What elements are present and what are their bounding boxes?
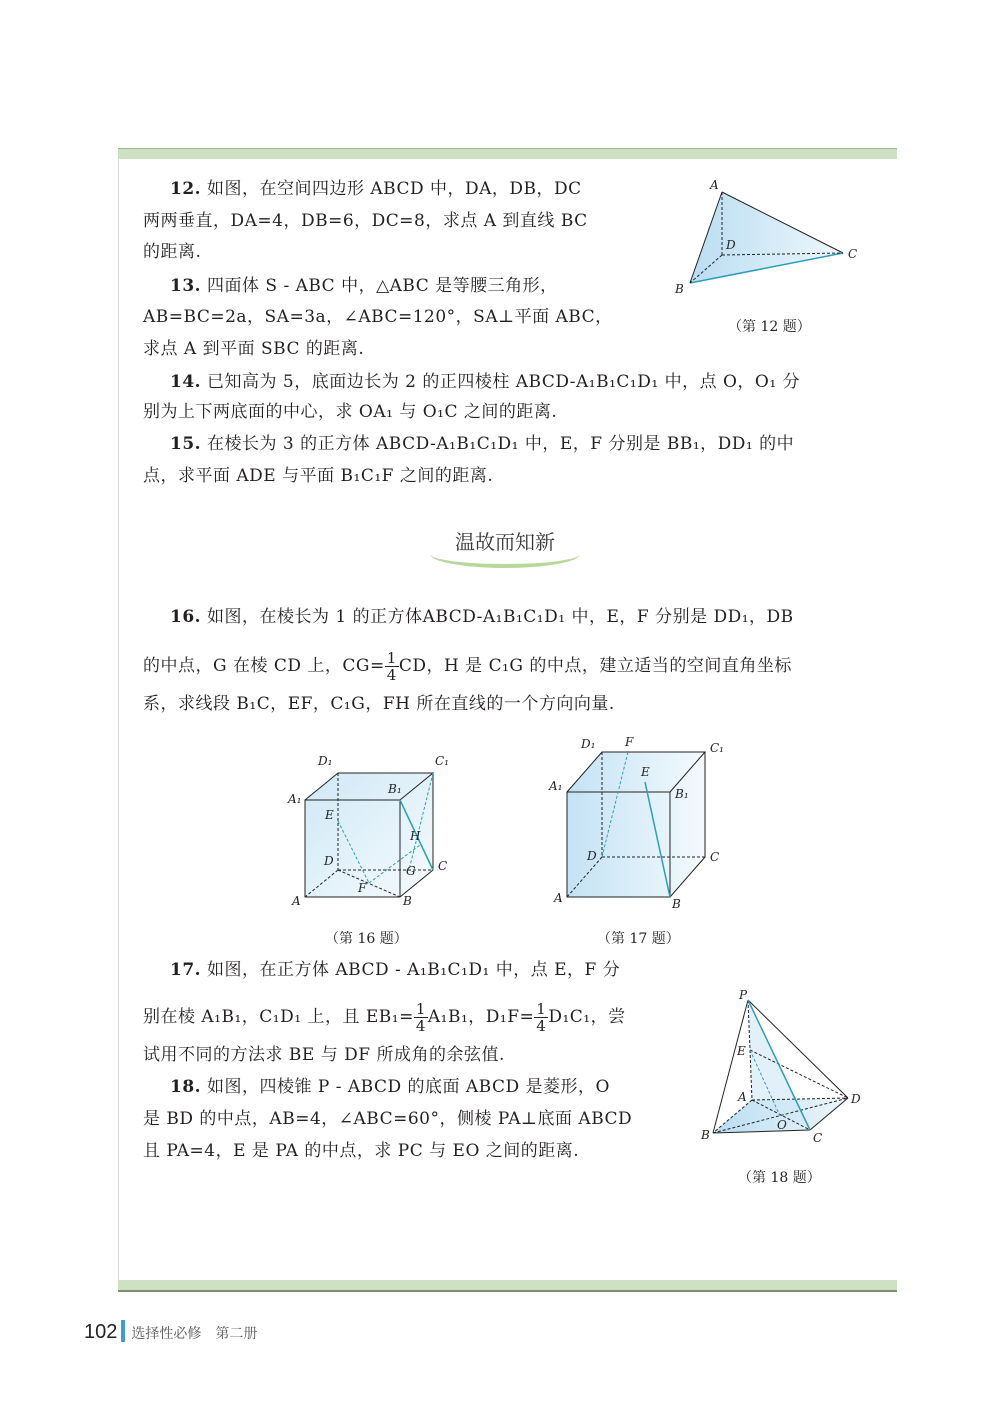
label-f: F	[625, 735, 634, 749]
label-d: D	[324, 854, 334, 868]
label-c: C	[438, 859, 448, 873]
face-abc	[690, 192, 843, 283]
fraction-2: $\frac{1}{4}$	[536, 1000, 547, 1035]
label-o: O	[777, 1118, 787, 1132]
top-band	[118, 148, 897, 159]
label-b: B	[672, 897, 681, 911]
label-d: D	[726, 238, 736, 252]
figure-16	[280, 745, 460, 915]
problem-16-line-2: 的中点，G 在棱 CD 上，CG= $\frac{1}{4}$ CD，H 是 C₁G 的中点，建立适当的空间直角坐标	[143, 649, 792, 684]
label-h: H	[410, 829, 421, 843]
problem-15-line-2: 点，求平面 ADE 与平面 B₁C₁F 之间的距离.	[143, 466, 494, 486]
label-b1: B₁	[388, 782, 402, 796]
label-d1: D₁	[318, 754, 333, 768]
bottom-band	[118, 1280, 897, 1292]
problem-17-line-2: 别在棱 A₁B₁，C₁D₁ 上，且 EB₁= $\frac{1}{4}$ A₁B₁，D₁F= $\frac{1}{4}$ D₁C₁，尝	[143, 1000, 626, 1035]
caption-18: （第 18 题）	[738, 1170, 821, 1186]
cube-fill	[567, 752, 705, 897]
caption-12: （第 12 题）	[728, 319, 811, 335]
footer-divider	[121, 1320, 125, 1342]
problem-18-line-3: 且 PA=4，E 是 PA 的中点，求 PC 与 EO 之间的距离.	[143, 1141, 580, 1161]
problem-12-line-2: 两两垂直，DA=4，DB=6，DC=8，求点 A 到直线 BC	[143, 211, 588, 231]
label-b: B	[403, 894, 412, 908]
problem-16-line-1: 16. 如图，在棱长为 1 的正方体ABCD-A₁B₁C₁D₁ 中，E，F 分别是 DD₁，DB	[170, 607, 794, 627]
label-e: E	[325, 808, 334, 822]
label-c: C	[848, 247, 858, 261]
problem-18-line-1: 18. 如图，四棱锥 P - ABCD 的底面 ABCD 是菱形，O	[170, 1077, 610, 1097]
problem-13-line-1: 13. 四面体 S - ABC 中，△ABC 是等腰三角形，	[170, 276, 558, 296]
fraction: $\frac{1}{4}$	[386, 649, 397, 684]
label-f: F	[358, 881, 367, 895]
label-a: A	[292, 894, 301, 908]
label-d: D	[851, 1092, 861, 1106]
label-a1: A₁	[288, 792, 302, 806]
problem-13-line-3: 求点 A 到平面 SBC 的距离.	[143, 339, 365, 359]
label-c1: C₁	[435, 754, 449, 768]
problem-13-line-2: AB=BC=2a，SA=3a，∠ABC=120°，SA⊥平面 ABC，	[143, 307, 613, 327]
label-p: P	[739, 988, 748, 1002]
label-b: B	[701, 1128, 710, 1142]
problem-16-line-3: 系，求线段 B₁C，EF，C₁G，FH 所在直线的一个方向向量.	[143, 694, 615, 714]
label-b: B	[675, 282, 684, 296]
page-number: 102	[84, 1321, 118, 1343]
fraction-1: $\frac{1}{4}$	[415, 1000, 426, 1035]
label-g: G	[406, 864, 416, 878]
label-e: E	[737, 1044, 746, 1058]
label-c: C	[813, 1131, 823, 1145]
label-d: D	[587, 849, 597, 863]
section-title-text: 温故而知新	[455, 530, 555, 554]
label-a: A	[710, 178, 719, 192]
section-title	[430, 526, 580, 566]
label-b1: B₁	[675, 787, 689, 801]
problem-15-line-1: 15. 在棱长为 3 的正方体 ABCD-A₁B₁C₁D₁ 中，E，F 分别是 BB₁，DD₁ 的中	[170, 434, 795, 454]
problem-14-line-1: 14. 已知高为 5，底面边长为 2 的正四棱柱 ABCD-A₁B₁C₁D₁ 中，点 O，O₁ 分	[170, 372, 801, 392]
label-c1: C₁	[710, 741, 724, 755]
caption-17: （第 17 题）	[597, 931, 680, 947]
label-c: C	[710, 850, 720, 864]
problem-12-line-3: 的距离.	[143, 242, 202, 262]
label-a: A	[554, 891, 563, 905]
problem-14-line-2: 别为上下两底面的中心，求 OA₁ 与 O₁C 之间的距离.	[143, 402, 558, 422]
problem-17-line-1: 17. 如图，在正方体 ABCD - A₁B₁C₁D₁ 中，点 E，F 分	[170, 960, 621, 980]
problem-12-line-1: 12. 如图，在空间四边形 ABCD 中，DA，DB，DC	[170, 179, 582, 199]
label-e: E	[641, 765, 650, 779]
book-title: 选择性必修 第二册	[131, 1325, 258, 1341]
caption-16: （第 16 题）	[325, 931, 408, 947]
problem-18-line-2: 是 BD 的中点，AB=4，∠ABC=60°，侧棱 PA⊥底面 ABCD	[143, 1109, 633, 1129]
label-a1: A₁	[549, 779, 563, 793]
label-a: A	[738, 1090, 747, 1104]
figure-17	[545, 730, 735, 915]
label-d1: D₁	[581, 737, 596, 751]
page-footer	[84, 1320, 257, 1344]
problem-17-line-3: 试用不同的方法求 BE 与 DF 所成角的余弦值.	[143, 1045, 505, 1065]
figure-12	[670, 175, 870, 300]
section-underline-arc	[430, 550, 580, 568]
figure-18	[695, 985, 870, 1150]
